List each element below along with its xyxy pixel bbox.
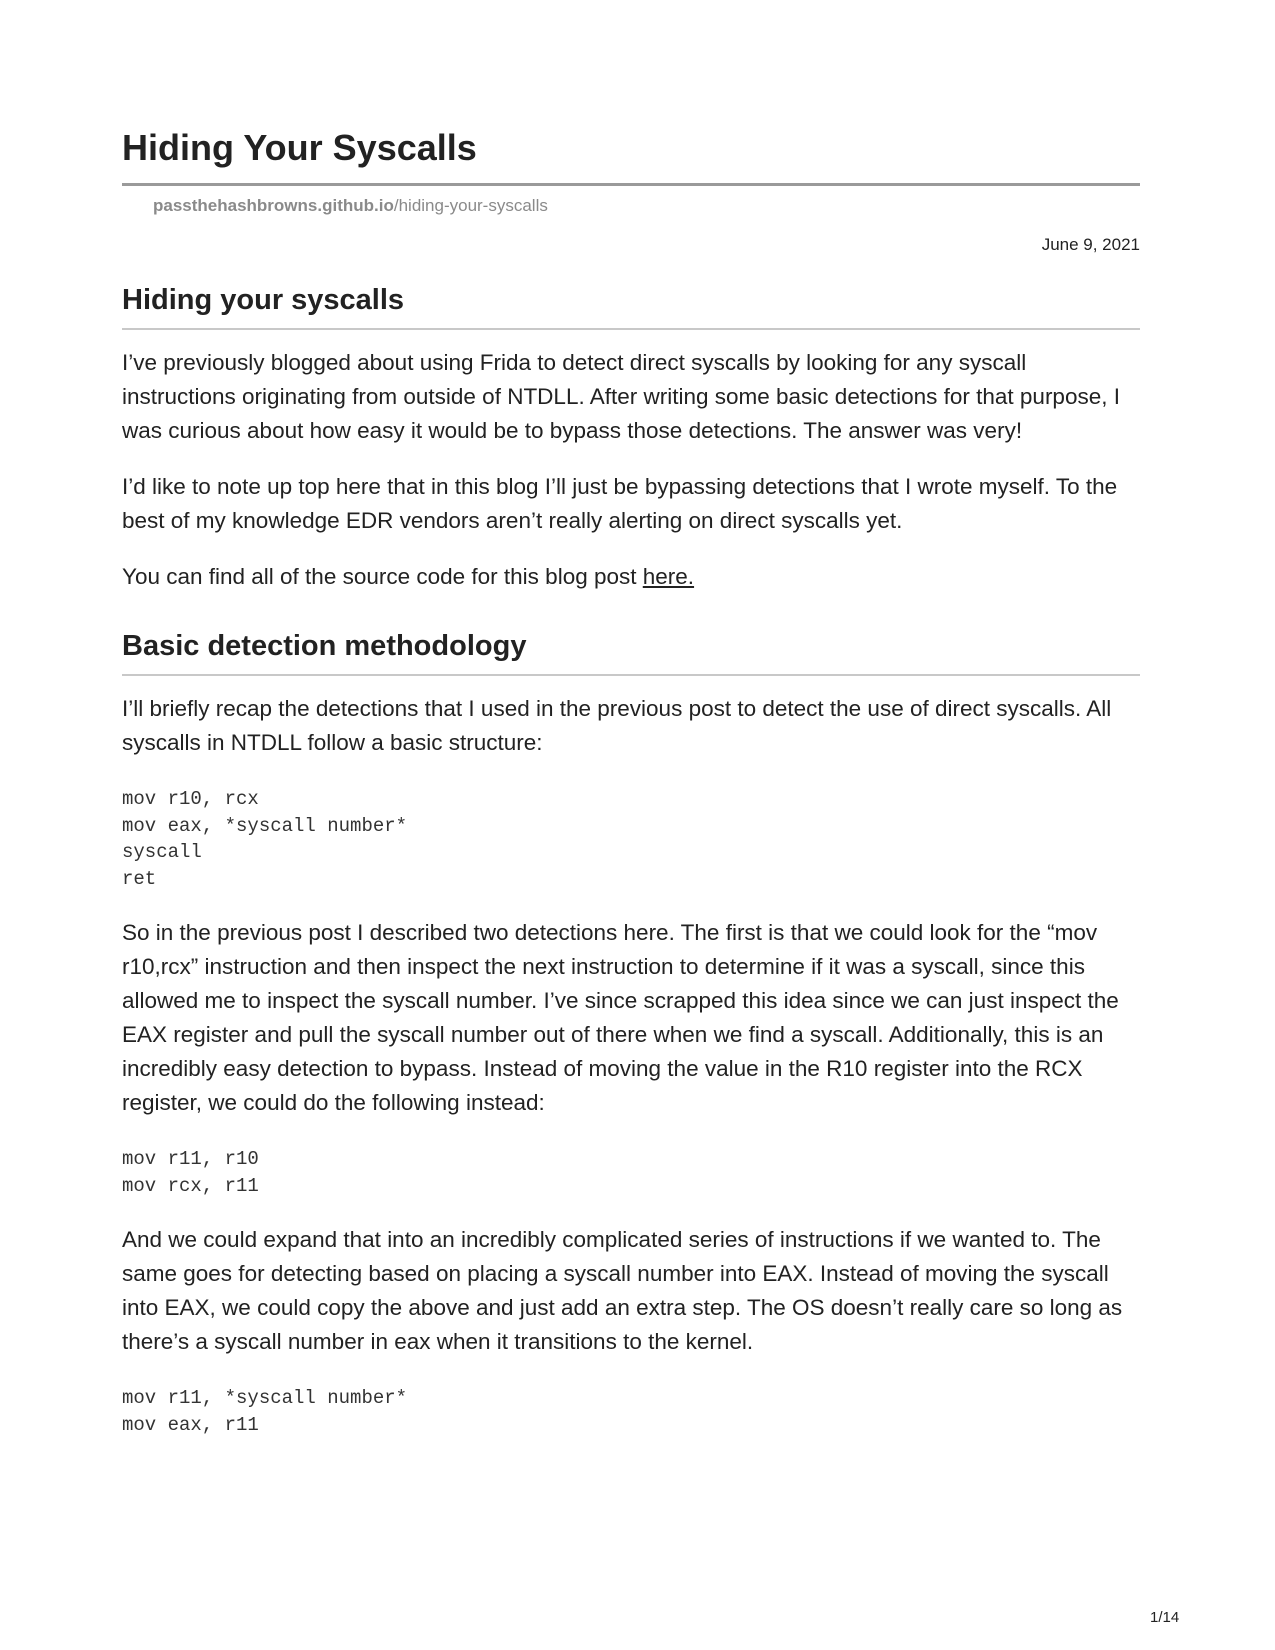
paragraph-text: You can find all of the source code for this blog post bbox=[122, 564, 643, 589]
section-heading-detection: Basic detection methodology bbox=[122, 626, 1140, 676]
source-url[interactable] bbox=[153, 195, 548, 217]
paragraph: I’ll briefly recap the detections that I used in the previous post to detect the use of direct syscalls. All syscalls in NTDLL follow a basic structure: bbox=[122, 696, 1112, 755]
article-content bbox=[122, 280, 1140, 1438]
code-block: mov r11, *syscall number* mov eax, r11 bbox=[122, 1387, 408, 1436]
page-title: Hiding Your Syscalls bbox=[122, 127, 477, 168]
source-domain: passthehashbrowns.github.io bbox=[153, 196, 394, 215]
page-number: 1/14 bbox=[1150, 1609, 1180, 1626]
code-block: mov r10, rcx mov eax, *syscall number* syscall ret bbox=[122, 788, 408, 890]
paragraph: So in the previous post I described two detections here. The first is that we could look for the “mov r10,rcx” instruction and then inspect the next instruction to determine if it was a syscall, since this allowed me to inspect the syscall number. I’ve since scrapped this idea since we can just inspect the EAX register and pull the syscall number out of there when we find a syscall. Additionally, this is an incredibly easy detection to bypass. Instead of moving the value in the R10 register into the RCX register, we could do the following instead: bbox=[122, 920, 1119, 1115]
paragraph: I’d like to note up top here that in this blog I’ll just be bypassing detections that I wrote myself. To the best of my knowledge EDR vendors aren’t really alerting on direct syscalls yet. bbox=[122, 474, 1118, 533]
title-divider bbox=[122, 183, 1140, 186]
source-path: /hiding-your-syscalls bbox=[393, 196, 548, 215]
paragraph: I’ve previously blogged about using Frida to detect direct syscalls by looking for any syscall instructions originating from outside of NTDLL. After writing some basic detections for that purpose, I was curious about how easy it would be to bypass those detections. The answer was very! bbox=[122, 350, 1120, 443]
source-code-link[interactable]: here. bbox=[642, 564, 695, 589]
paragraph-source-code bbox=[122, 560, 1140, 594]
code-block: mov r11, r10 mov rcx, r11 bbox=[122, 1148, 259, 1197]
paragraph: And we could expand that into an incredibly complicated series of instructions if we wanted to. The same goes for detecting based on placing a syscall number into EAX. Instead of moving the syscall into EAX, we could copy the above and just add an extra step. The OS doesn’t really care so long as there’s a syscall number in eax when it transitions to the kernel. bbox=[122, 1227, 1123, 1354]
section-heading-hiding: Hiding your syscalls bbox=[122, 280, 1140, 330]
post-date: June 9, 2021 bbox=[1041, 235, 1140, 254]
